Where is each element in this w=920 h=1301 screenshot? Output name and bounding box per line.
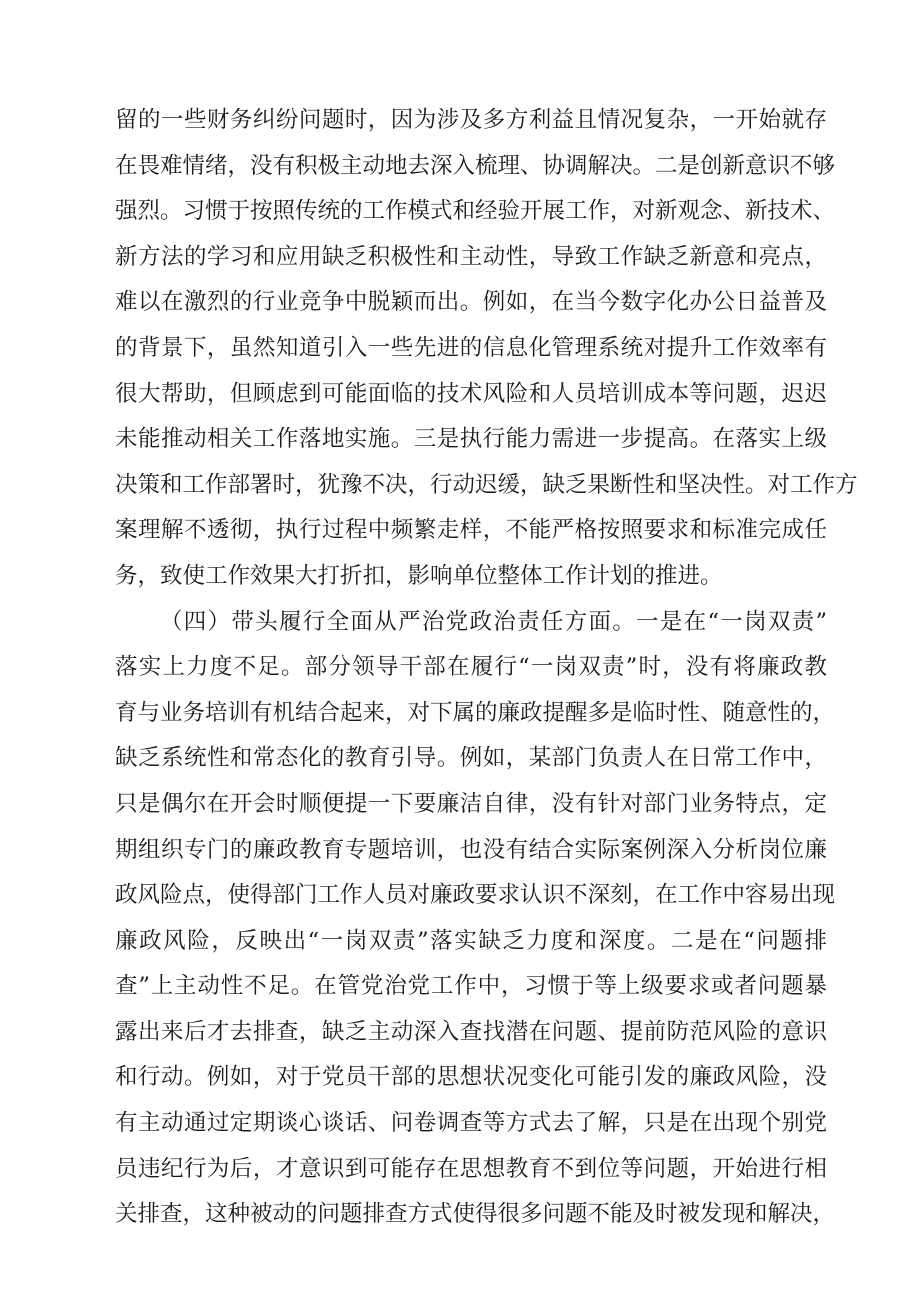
text-line: 关排查，这种被动的问题排查方式使得很多问题不能及时被发现和解决， <box>115 1201 836 1228</box>
text-line: 只是偶尔在开会时顺便提一下要廉洁自律，没有针对部门业务特点，定 <box>115 790 827 817</box>
text-line: 的背景下，虽然知道引入一些先进的信息化管理系统对提升工作效率有 <box>115 334 827 361</box>
text-line: 留的一些财务纠纷问题时，因为涉及多方利益且情况复杂，一开始就存 <box>115 107 827 133</box>
text-line: 难以在激烈的行业竞争中脱颖而出。例如，在当今数字化办公日益普及 <box>115 289 827 316</box>
text-line: 廉政风险，反映出“一岗双责”落实缺乏力度和深度。二是在“问题排 <box>115 927 827 954</box>
section-heading-line: （四）带头履行全面从严治党政治责任方面。一是在“一岗双责” <box>160 608 827 635</box>
text-line: 政风险点，使得部门工作人员对廉政要求认识不深刻，在工作中容易出现 <box>115 882 836 909</box>
text-line: 很大帮助，但顾虑到可能面临的技术风险和人员培训成本等问题，迟迟 <box>115 380 827 407</box>
text-line: 期组织专门的廉政教育专题培训，也没有结合实际案例深入分析岗位廉 <box>115 836 827 863</box>
text-line: 在畏难情绪，没有积极主动地去深入梳理、协调解决。二是创新意识不够 <box>115 152 836 179</box>
text-line: 员违纪行为后，才意识到可能存在思想教育不到位等问题，开始进行相 <box>115 1155 827 1182</box>
text-line: 决策和工作部署时，犹豫不决，行动迟缓，缺乏果断性和坚决性。对工作方 <box>115 471 858 498</box>
text-line: 未能推动相关工作落地实施。三是执行能力需进一步提高。在落实上级 <box>115 426 827 453</box>
text-line: 强烈。习惯于按照传统的工作模式和经验开展工作，对新观念、新技术、 <box>115 198 836 225</box>
text-line: 育与业务培训有机结合起来，对下属的廉政提醒多是临时性、随意性的， <box>115 699 836 726</box>
text-line: 露出来后才去排查，缺乏主动深入查找潜在问题、提前防范风险的意识 <box>115 1018 827 1045</box>
text-line: 和行动。例如，对于党员干部的思想状况变化可能引发的廉政风险，没 <box>115 1064 827 1091</box>
paragraph-end-line: 务，致使工作效果大打折扣，影响单位整体工作计划的推进。 <box>115 562 723 589</box>
text-line: 查”上主动性不足。在管党治党工作中，习惯于等上级要求或者问题暴 <box>115 973 827 1000</box>
text-line: 案理解不透彻，执行过程中频繁走样，不能严格按照要求和标准完成任 <box>115 517 827 544</box>
text-line: 落实上力度不足。部分领导干部在履行“一岗双责”时，没有将廉政教 <box>115 654 827 681</box>
text-line: 新方法的学习和应用缺乏积极性和主动性，导致工作缺乏新意和亮点， <box>115 243 827 270</box>
text-line: 有主动通过定期谈心谈话、问卷调查等方式去了解，只是在出现个别党 <box>115 1110 827 1137</box>
body-text <box>115 98 858 1238</box>
text-line: 缺乏系统性和常态化的教育引导。例如，某部门负责人在日常工作中， <box>115 745 827 772</box>
